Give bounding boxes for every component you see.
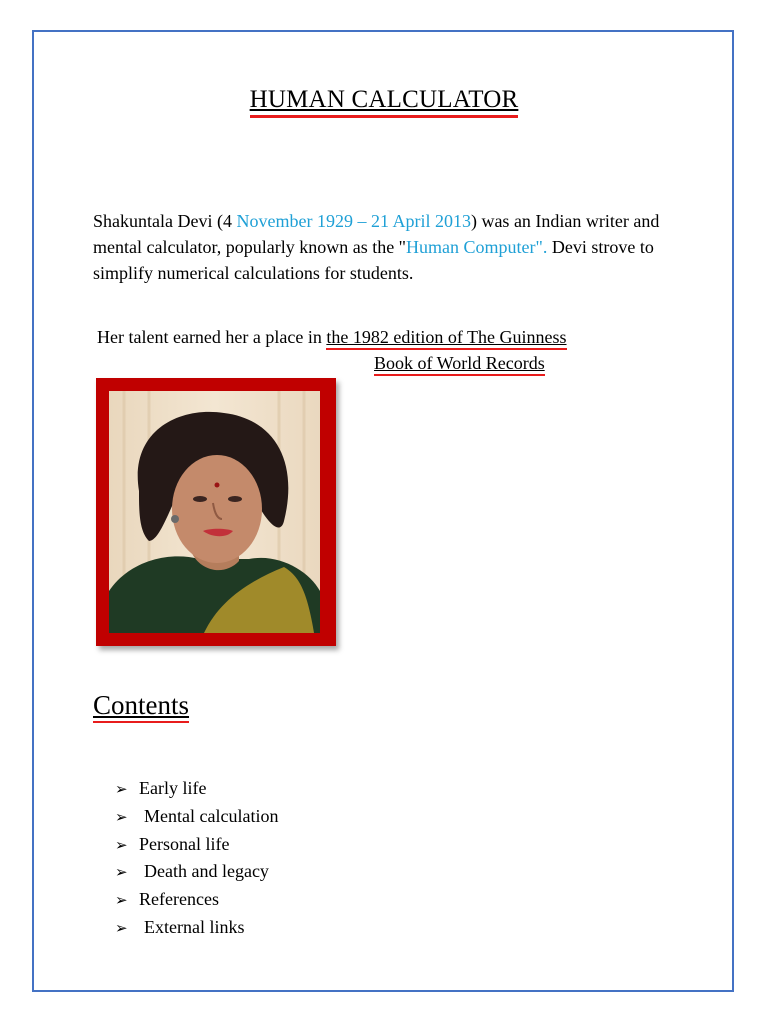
list-item-label: External links (144, 916, 245, 937)
intro-text-1: Shakuntala Devi (4 (93, 211, 237, 231)
guinness-link-line2[interactable]: Book of World Records (374, 353, 545, 376)
arrowhead-bullet-icon: ➢ (115, 809, 128, 826)
page-title (0, 86, 768, 114)
arrowhead-bullet-icon: ➢ (115, 837, 128, 854)
human-computer-link[interactable]: Human Computer". (406, 237, 548, 257)
portrait-photo-frame (96, 378, 336, 646)
guinness-link-line1[interactable]: the 1982 edition of The Guinness (326, 327, 566, 350)
contents-list (115, 776, 278, 943)
talent-paragraph (97, 324, 677, 376)
intro-text-3: Devi strove to simplify numerical calculations for students. (93, 237, 654, 283)
list-item[interactable] (115, 859, 278, 887)
list-item-label: Personal life (139, 833, 230, 854)
intro-text-2: ) was an Indian writer and mental calculator, popularly known as the " (93, 211, 660, 257)
portrait-photo (109, 391, 320, 633)
arrowhead-bullet-icon: ➢ (115, 865, 128, 882)
list-item-label: References (139, 889, 219, 910)
list-item[interactable] (115, 776, 278, 804)
intro-paragraph (93, 208, 673, 286)
talent-text: Her talent earned her a place in (97, 327, 327, 347)
contents-heading-text: Contents (93, 690, 189, 723)
list-item-label: Death and legacy (144, 861, 269, 882)
list-item-label: Early life (139, 778, 207, 798)
list-item[interactable] (115, 915, 278, 943)
title-text: HUMAN CALCULATOR (250, 86, 519, 118)
dates-link[interactable]: November 1929 – 21 April 2013 (236, 211, 471, 231)
list-item[interactable] (115, 887, 278, 915)
contents-heading (93, 690, 189, 721)
list-item-label: Mental calculation (144, 805, 279, 826)
arrowhead-bullet-icon: ➢ (115, 920, 128, 937)
arrowhead-bullet-icon: ➢ (115, 893, 128, 910)
arrowhead-bullet-icon: ➢ (115, 782, 128, 798)
list-item[interactable] (115, 832, 278, 860)
list-item[interactable] (115, 804, 278, 832)
